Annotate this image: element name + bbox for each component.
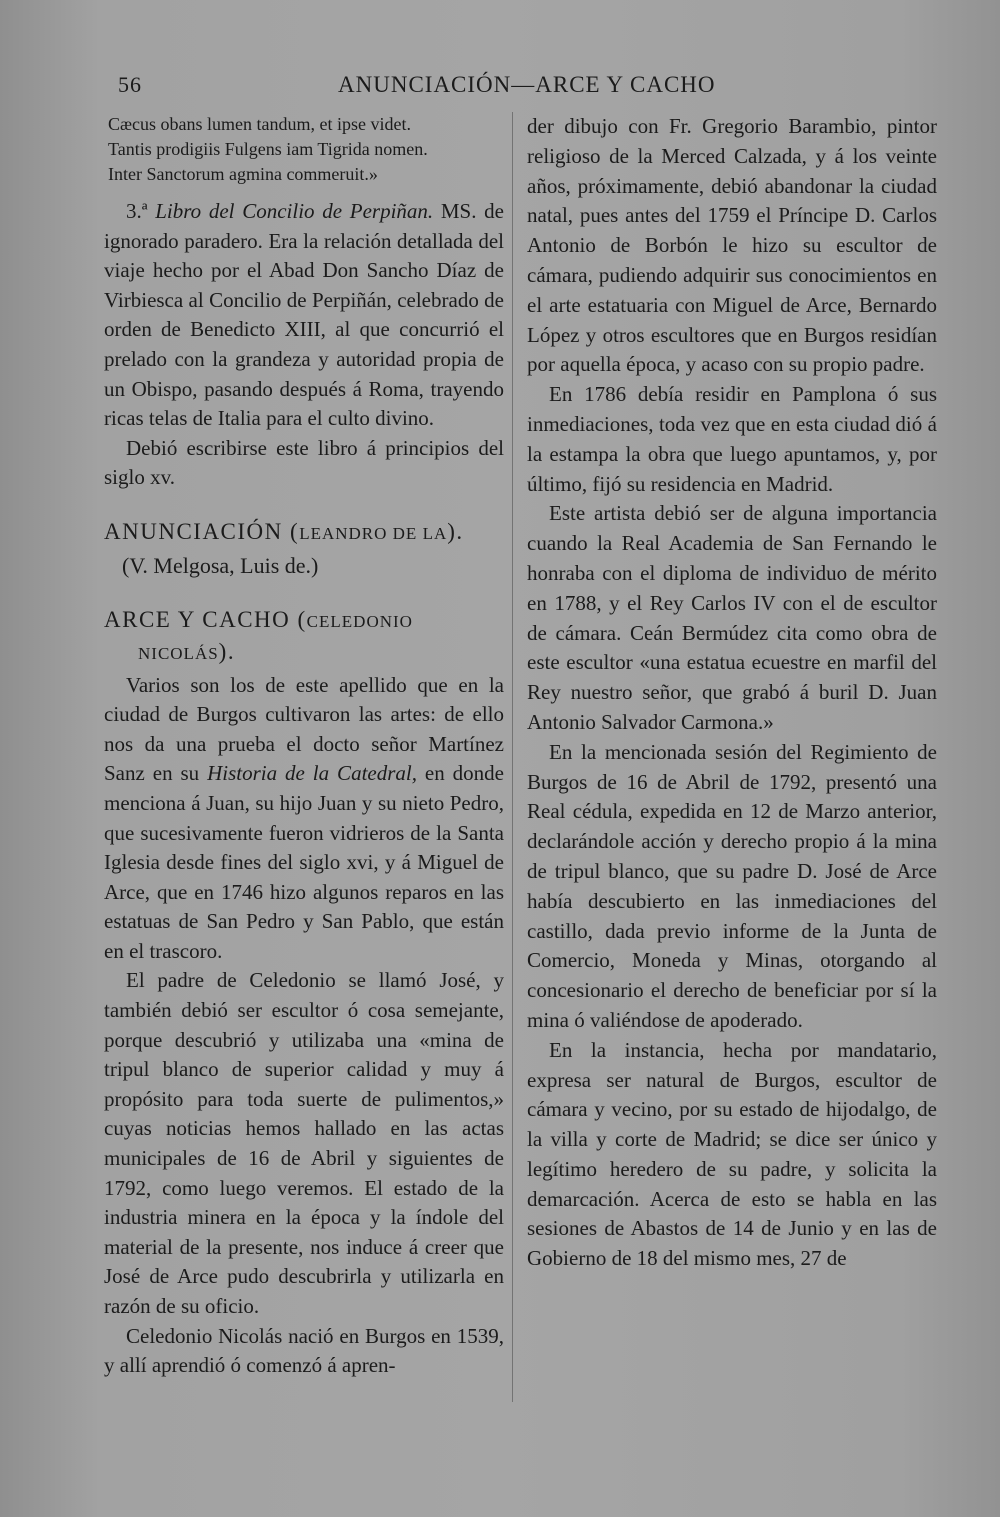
body-paragraph: En 1786 debía residir en Pamplona ó sus inmediaciones, toda vez que en esta ciudad dió á la estampa la obra que luego apuntamos, y, por último, fijó su residencia en Madrid. <box>527 382 937 496</box>
page-number: 56 <box>118 72 142 97</box>
item-3-text: MS. de ignorado paradero. Era la relación detallada del viaje hecho por el Abad Don Sancho Díaz de Virbiesca al Concilio de Perpiñán, celebrado de orden de Benedicto XIII, al que concurrió el prelado con la grandeza y autoridad propia de un Obispo, pasando después á Roma, trayendo ricas telas de Italia para el culto divino. <box>104 199 504 431</box>
entry-heading-anunciacion: ANUNCIACIÓN (LEANDRO DE LA). <box>104 518 464 544</box>
body-paragraph: Celedonio Nicolás nació en Burgos en 1539, y allí aprendió ó comenzó á apren- <box>104 1323 504 1378</box>
body-paragraph: Este artista debió ser de alguna importancia cuando la Real Academia de San Fernando le honraba con el diploma de individuo de mérito en 1788, y el Rey Carlos IV con el de escultor de cámara. Ceán Bermúdez cita como obra de este escultor «una estatua ecuestre en marfil del Rey nuestro señor, que grabó á buril D. Juan Antonio Salvador Carmona.» <box>527 501 937 734</box>
verse-line: Cæcus obans lumen tandum, et ipse videt. <box>108 114 411 134</box>
column-divider <box>512 112 513 1402</box>
item-3-number: 3.ª <box>126 199 148 223</box>
item-3-paragraph <box>104 197 504 434</box>
cross-reference: (V. Melgosa, Luis de.) <box>122 552 319 578</box>
book-title-italic: Historia de la Catedral, <box>207 761 417 786</box>
body-paragraph: En la mencionada sesión del Regimiento de Burgos de 16 de Abril de 1792, presentó una Real cédula, expedida en 12 de Marzo anterior, declarándole acción y derecho propio á la mina de tripul blanco, que su padre D. José de Arce había descubierto en las inmediaciones del castillo, dada previo informe de la Junta de Comercio, Moneda y Minas, otorgando al concesionario el derecho de beneficiar por sí la mina ó valiéndose de apoderado. <box>527 739 937 1032</box>
latin-verse <box>108 112 504 187</box>
entry-heading-arce-y-cacho: ARCE Y CACHO (CELEDONIO NICOLÁS). <box>104 606 413 664</box>
body-paragraph: En la instancia, hecha por mandatario, expresa ser natural de Burgos, escultor de cámara y vecino, por su estado de hijodalgo, de la villa y corte de Madrid; se dice ser único y legítimo heredero de su padre, y solicita la demarcación. Acerca de esto se habla en las sesiones de Abastos de 14 de Junio y en las de Gobierno de 18 del mismo mes, 27 de <box>527 1037 937 1271</box>
verse-line: Inter Sanctorum agmina commeruit.» <box>108 164 378 184</box>
page-header <box>118 72 918 106</box>
running-head: ANUNCIACIÓN—ARCE Y CACHO <box>338 72 716 97</box>
right-column <box>527 112 937 1274</box>
body-paragraph: der dibujo con Fr. Gregorio Barambio, pintor religioso de la Merced Calzada, y á los veinte años, próximamente, debió abandonar la ciudad natal, pues antes del 1759 el Príncipe D. Carlos Antonio de Borbón le hizo su escultor de cámara, pudiendo adquirir sus conocimientos en el arte estatuaria con Miguel de Arce, Bernardo López y otros escultores que en Burgos residían por aquella época, y acaso con su propio padre. <box>527 114 937 377</box>
item-3-date: Debió escribirse este libro á principios del siglo xv. <box>104 435 504 490</box>
body-paragraph: El padre de Celedonio se llamó José, y también debió ser escultor ó cosa semejante, porque descubrió y utilizaba una «mina de tripul blanco de superior calidad y muy á propósito para toda suerte de pulimentos,» cuyas noticias hemos hallado en las actas municipales de 16 de Abril y siguientes de 1792, como luego veremos. El estado de la industria minera en la época y la índole del material de la presente, nos induce á creer que José de Arce pudo descubrirla y utilizarla en razón de su oficio. <box>104 968 504 1318</box>
item-3-title: Libro del Concilio de Perpiñan. <box>155 199 434 223</box>
body-paragraph: Varios son los de este apellido que en la ciudad de Burgos cultivaron las artes: de ello nos da una prueba el docto señor Martínez Sanz en su Historia de la Catedral, en donde menciona á Juan, su hijo Juan y su nieto Pedro, que sucesivamente fueron vidrieros de la Santa Iglesia desde fines del siglo xvi, y á Miguel de Arce, que en 1746 hizo algunos reparos en las estatuas de San Pedro y San Pablo, que están en el trascoro. <box>104 672 504 963</box>
verse-line: Tantis prodigiis Fulgens iam Tigrida nomen. <box>108 139 428 159</box>
left-column <box>104 112 504 1381</box>
